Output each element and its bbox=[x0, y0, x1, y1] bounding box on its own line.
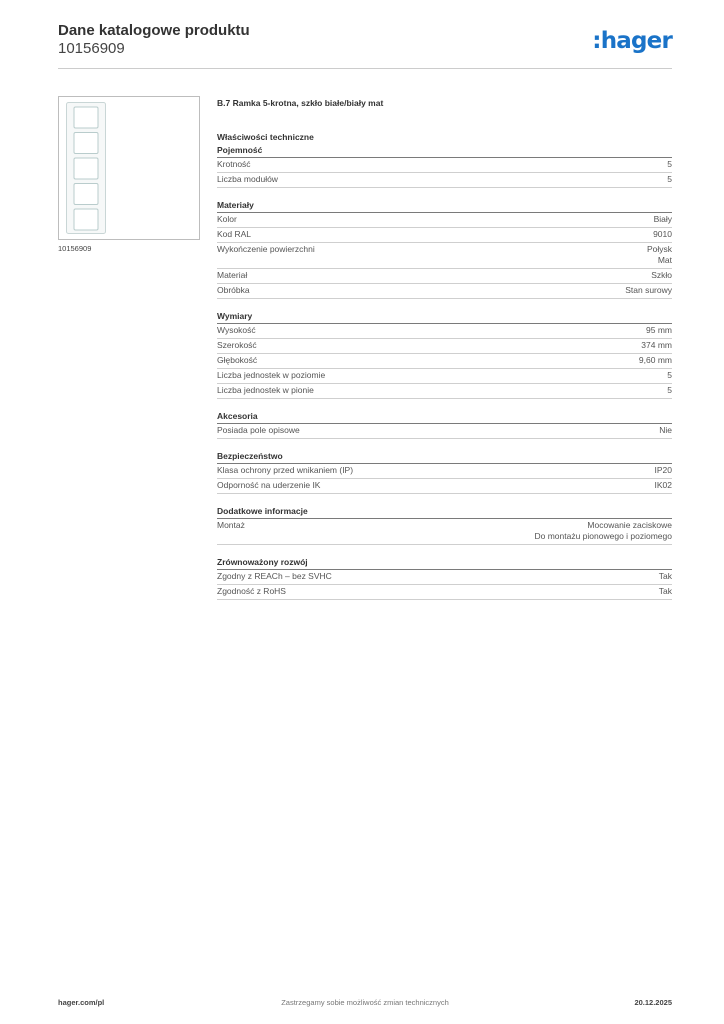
spec-group-title: Materiały bbox=[217, 188, 672, 213]
spec-label: Materiał bbox=[217, 270, 248, 280]
spec-value: Mocowanie zaciskowe Do montażu pionowego i poziomego bbox=[534, 520, 672, 541]
spec-label: Krotność bbox=[217, 159, 251, 169]
spec-group-title: Wymiary bbox=[217, 299, 672, 324]
spec-label: Odporność na uderzenie IK bbox=[217, 480, 321, 490]
header-divider bbox=[58, 68, 672, 69]
spec-label: Posiada pole opisowe bbox=[217, 425, 300, 435]
spec-group-title: Dodatkowe informacje bbox=[217, 494, 672, 519]
spec-value: Stan surowy bbox=[625, 285, 672, 295]
spec-value: 9010 bbox=[653, 229, 672, 239]
document-title: Dane katalogowe produktu bbox=[58, 22, 250, 39]
spec-label: Liczba jednostek w poziomie bbox=[217, 370, 326, 380]
footer-date: 20.12.2025 bbox=[634, 998, 672, 1007]
spec-row bbox=[217, 354, 672, 369]
product-number: 10156909 bbox=[58, 40, 125, 57]
frame-slot bbox=[74, 184, 98, 205]
spec-value: Połysk Mat bbox=[646, 244, 672, 265]
spec-row bbox=[217, 464, 672, 479]
spec-group bbox=[217, 545, 672, 600]
spec-value: 5 bbox=[667, 159, 672, 169]
spec-label: Liczba modułów bbox=[217, 174, 278, 184]
spec-label: Kolor bbox=[217, 214, 237, 224]
spec-row bbox=[217, 228, 672, 243]
spec-value: Szkło bbox=[651, 270, 672, 280]
spec-row bbox=[217, 324, 672, 339]
frame-slot bbox=[74, 133, 98, 154]
spec-row bbox=[217, 570, 672, 585]
spec-value: Nie bbox=[659, 425, 672, 435]
spec-label: Szerokość bbox=[217, 340, 257, 350]
spec-row bbox=[217, 158, 672, 173]
spec-label: Zgodny z REACh – bez SVHC bbox=[217, 571, 332, 581]
spec-row bbox=[217, 384, 672, 399]
specs-heading: Właściwości techniczne bbox=[217, 132, 314, 142]
spec-value: 5 bbox=[667, 370, 672, 380]
spec-group bbox=[217, 188, 672, 299]
spec-group bbox=[217, 399, 672, 439]
spec-row bbox=[217, 339, 672, 354]
spec-row bbox=[217, 369, 672, 384]
spec-label: Wysokość bbox=[217, 325, 256, 335]
spec-group bbox=[217, 299, 672, 399]
spec-label: Montaż bbox=[217, 520, 245, 530]
spec-label: Kod RAL bbox=[217, 229, 252, 239]
document-header bbox=[58, 20, 672, 70]
spec-group-title: Zrównoważony rozwój bbox=[217, 545, 672, 570]
spec-row bbox=[217, 519, 672, 545]
spec-value: IK02 bbox=[654, 480, 672, 490]
spec-row bbox=[217, 213, 672, 228]
spec-row bbox=[217, 424, 672, 439]
image-caption: 10156909 bbox=[58, 244, 92, 253]
spec-label: Klasa ochrony przed wnikaniem (IP) bbox=[217, 465, 354, 475]
spec-value: 5 bbox=[667, 385, 672, 395]
spec-row bbox=[217, 585, 672, 600]
spec-group-title: Bezpieczeństwo bbox=[217, 439, 672, 464]
spec-value: 95 mm bbox=[646, 325, 672, 335]
hager-logo: :hager bbox=[592, 28, 672, 54]
spec-row bbox=[217, 243, 672, 269]
frame-slot bbox=[74, 158, 98, 179]
spec-value: Tak bbox=[658, 586, 672, 596]
spec-value: 5 bbox=[667, 174, 672, 184]
spec-value: 9,60 mm bbox=[638, 355, 672, 365]
spec-row bbox=[217, 479, 672, 494]
spec-value: Biały bbox=[653, 214, 672, 224]
footer-note: Zastrzegamy sobie możliwość zmian technicznych bbox=[281, 998, 449, 1007]
spec-row bbox=[217, 269, 672, 284]
spec-label: Obróbka bbox=[217, 285, 250, 295]
spec-group bbox=[217, 494, 672, 545]
spec-row bbox=[217, 284, 672, 299]
spec-label: Zgodność z RoHS bbox=[217, 586, 286, 596]
spec-group-title: Pojemność bbox=[217, 144, 672, 158]
spec-label: Liczba jednostek w pionie bbox=[217, 385, 314, 395]
document-footer bbox=[58, 998, 672, 1010]
footer-url[interactable]: hager.com/pl bbox=[58, 998, 105, 1007]
product-image bbox=[58, 96, 200, 240]
spec-group bbox=[217, 439, 672, 494]
spec-label: Głębokość bbox=[217, 355, 258, 365]
spec-group-title: Akcesoria bbox=[217, 399, 672, 424]
spec-row bbox=[217, 173, 672, 188]
frame-illustration bbox=[66, 102, 106, 234]
product-details bbox=[217, 96, 672, 600]
product-name: B.7 Ramka 5-krotna, szkło białe/biały mat bbox=[217, 98, 384, 108]
spec-groups bbox=[217, 144, 672, 600]
spec-label: Wykończenie powierzchni bbox=[217, 244, 315, 254]
frame-slot bbox=[74, 209, 98, 230]
spec-group bbox=[217, 144, 672, 188]
spec-value: Tak bbox=[658, 571, 672, 581]
spec-value: IP20 bbox=[654, 465, 672, 475]
spec-value: 374 mm bbox=[641, 340, 672, 350]
frame-slot bbox=[74, 107, 98, 128]
